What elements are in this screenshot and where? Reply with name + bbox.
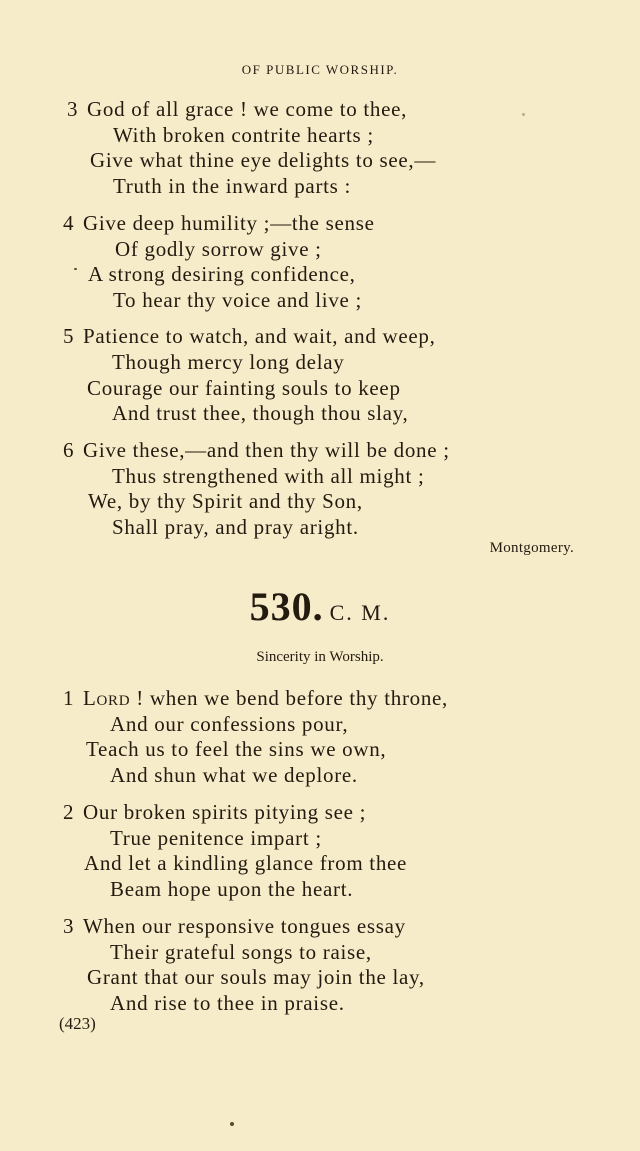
stanza-line: Though mercy long delay bbox=[112, 350, 345, 374]
hymn-title: Sincerity in Worship. bbox=[256, 649, 384, 665]
stanza-line: 1 Lord ! when we bend before thy throne, bbox=[63, 686, 449, 710]
stanza-line: Of godly sorrow give ; bbox=[115, 237, 322, 261]
hymn-meter: C. M. bbox=[329, 600, 391, 625]
stanza-line: Beam hope upon the heart. bbox=[110, 877, 354, 901]
stanza-line: 4 Give deep humility ;—the sense bbox=[63, 211, 375, 235]
stanza-line: 3 God of all grace ! we come to thee, bbox=[67, 97, 408, 121]
stanza-line: A strong desiring confidence, bbox=[88, 262, 356, 286]
stanza-line: 5 Patience to watch, and wait, and weep, bbox=[63, 324, 436, 348]
stanza-line: We, by thy Spirit and thy Son, bbox=[88, 489, 363, 513]
stanza-number: 5 bbox=[63, 324, 75, 348]
page-number: (423) bbox=[59, 1014, 96, 1033]
paper-speck bbox=[522, 113, 525, 116]
stanza-number: 1 bbox=[63, 686, 75, 710]
stanza-line: And shun what we deplore. bbox=[110, 763, 358, 787]
stanza-number: 3 bbox=[67, 97, 79, 121]
stanza-line: To hear thy voice and live ; bbox=[113, 288, 363, 312]
stanza-line: And rise to thee in praise. bbox=[110, 991, 345, 1015]
stanza-line: 3 When our responsive tongues essay bbox=[63, 914, 406, 938]
stanza-line: True penitence impart ; bbox=[110, 826, 322, 850]
hymn-number: 530. bbox=[249, 584, 324, 629]
paper-speck bbox=[230, 1122, 234, 1126]
stanza-line: Truth in the inward parts : bbox=[113, 174, 352, 198]
stanza-line: Give what thine eye delights to see,— bbox=[90, 148, 437, 172]
stanza-line: With broken contrite hearts ; bbox=[113, 123, 374, 147]
first-word: Lord bbox=[83, 686, 131, 710]
stanza-line: 2 Our broken spirits pitying see ; bbox=[63, 800, 367, 824]
stanza-number: 2 bbox=[63, 800, 75, 824]
stanza-line: Teach us to feel the sins we own, bbox=[86, 737, 387, 761]
stanza-line: Thus strengthened with all might ; bbox=[112, 464, 425, 488]
stanza-line: Shall pray, and pray aright. bbox=[112, 515, 359, 539]
stanza-number: 4 bbox=[63, 211, 75, 235]
stanza-line: And our confessions pour, bbox=[110, 712, 349, 736]
stanza-number: 3 bbox=[63, 914, 75, 938]
stanza-line: Grant that our souls may join the lay, bbox=[87, 965, 425, 989]
stanza-line: And let a kindling glance from thee bbox=[84, 851, 408, 875]
hymn-heading bbox=[0, 583, 640, 630]
stanza-number: 6 bbox=[63, 438, 75, 462]
stanza-line: Their grateful songs to raise, bbox=[110, 940, 372, 964]
stanza-line: And trust thee, though thou slay, bbox=[112, 401, 409, 425]
stanza-line: Courage our fainting souls to keep bbox=[87, 376, 401, 400]
running-head: OF PUBLIC WORSHIP. bbox=[241, 62, 399, 77]
hymn-author: Montgomery. bbox=[489, 540, 574, 556]
paper-speck bbox=[74, 268, 77, 270]
stanza-line: 6 Give these,—and then thy will be done ; bbox=[63, 438, 450, 462]
